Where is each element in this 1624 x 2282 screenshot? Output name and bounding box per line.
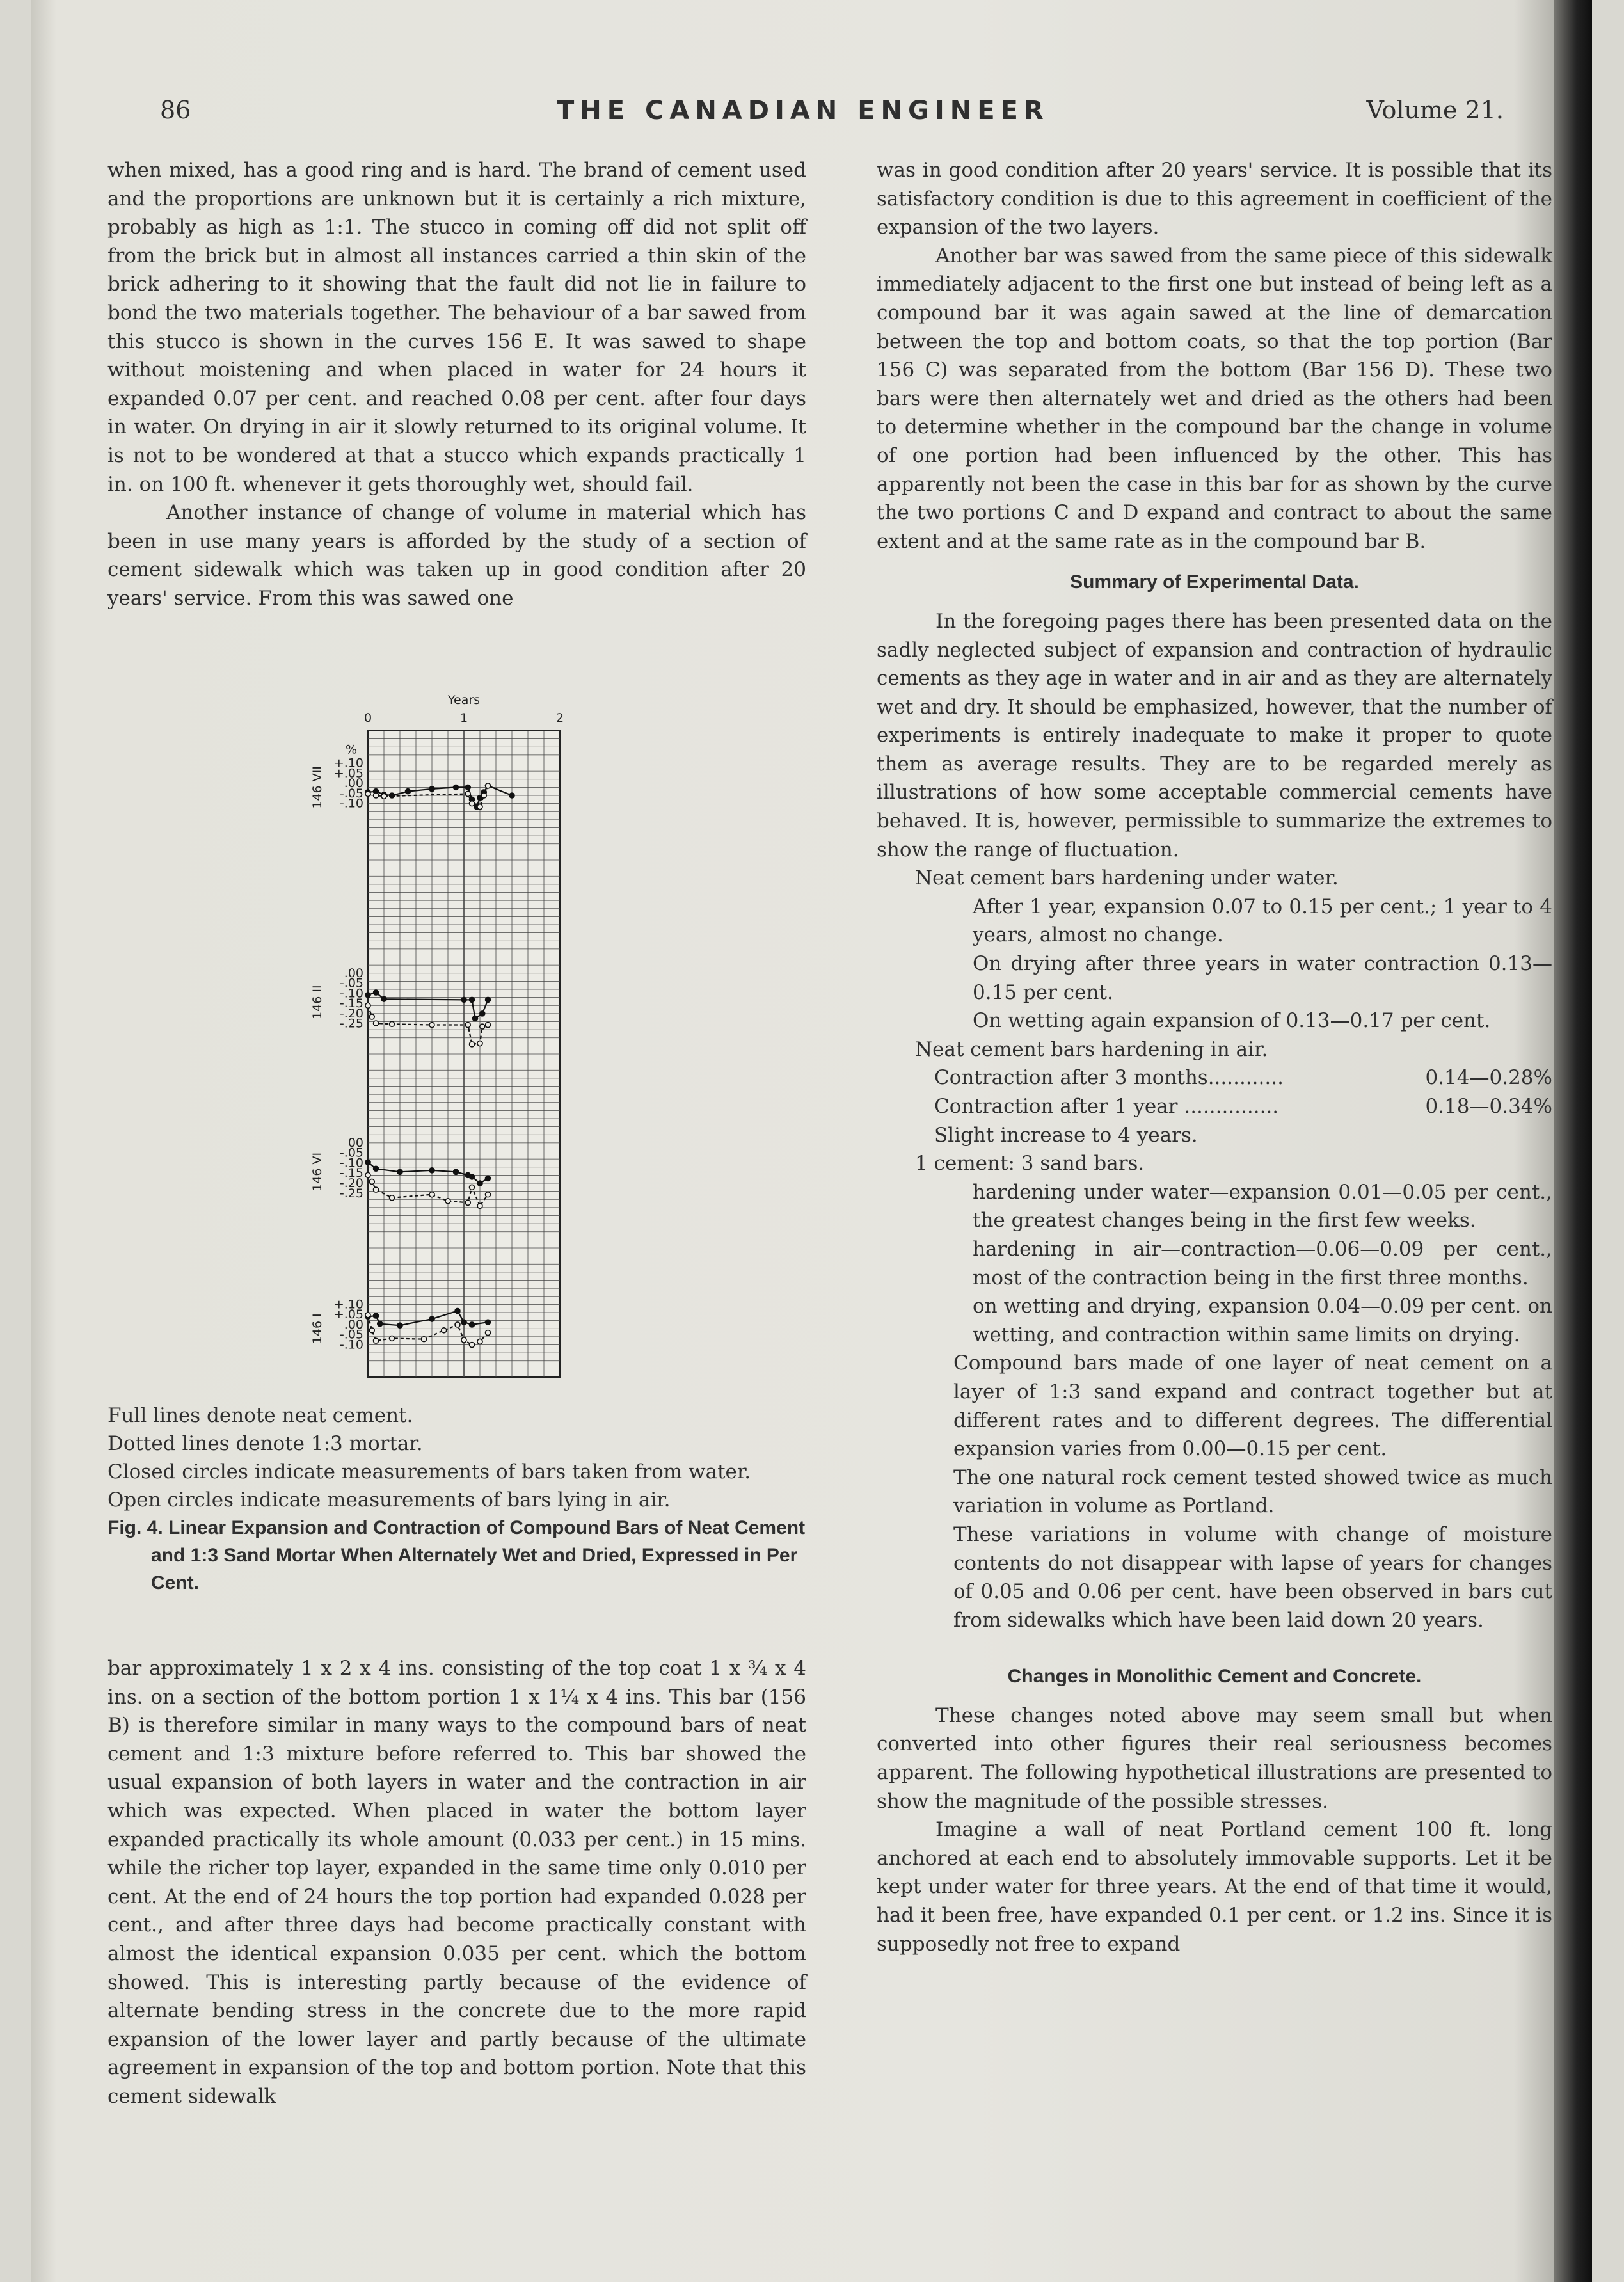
unit-label: % (345, 742, 357, 757)
data-point (374, 793, 379, 798)
data-point (481, 793, 486, 798)
data-point (365, 791, 370, 796)
data-point (422, 1337, 427, 1342)
summary-item: Compound bars made of one layer of neat cement on a layer of 1:3 sand expand and contract together but at different rates and to different degrees. The differential expansion varies from 0.00—0.15 per cent. (953, 1352, 1552, 1461)
data-point (480, 1011, 485, 1016)
book-spine-shadow (1554, 0, 1592, 2282)
y-tick-label: +.05 (333, 1307, 363, 1322)
x-tick-label: 0 (363, 711, 372, 725)
journal-title: THE CANADIAN ENGINEER (557, 96, 1049, 125)
summary-item: These variations in volume with change of moisture contents do not disappear with lapse of years for changes of 0.05 and 0.06 per cent. have been observed in bars cut from sidewalks which have been laid down 20 years. (953, 1522, 1552, 1632)
section-heading: Changes in Monolithic Cement and Concrete. (1007, 1666, 1422, 1688)
y-tick-label: +.10 (333, 1297, 363, 1312)
data-point (486, 1192, 491, 1197)
panel-label: 146 I (310, 1313, 324, 1344)
y-tick-label: -.20 (339, 1176, 363, 1190)
paragraph: These changes noted above may seem small but when converted into other figures their real seriousness becomes apparent. The following hypothetical illustrations are presented to show the magnitude of the possible stresses. (877, 1704, 1552, 1813)
summary-row (877, 1092, 1552, 1121)
data-point (390, 1195, 395, 1201)
data-point (461, 997, 466, 1002)
summary-item: On drying after three years in water contraction 0.13—0.15 per cent. (973, 952, 1552, 1004)
data-point (365, 1003, 370, 1008)
summary-item: on wetting and drying, expansion 0.04—0.09 per cent. on wetting, and contraction within same limits on drying. (973, 1295, 1552, 1346)
panel-label: 146 VII (310, 766, 324, 809)
data-point (470, 1343, 475, 1348)
data-point (429, 786, 434, 792)
data-point (461, 1337, 466, 1343)
left-column-bottom (107, 1654, 806, 2111)
data-point (390, 1021, 395, 1026)
data-point (465, 1200, 470, 1205)
y-tick-label: +.10 (333, 756, 363, 770)
y-tick-label: -.10 (339, 1156, 363, 1170)
figure-4-svg (282, 692, 640, 1396)
figure-caption (107, 1401, 806, 1597)
data-point (470, 1174, 475, 1179)
volume-label: Volume 21. (1366, 96, 1504, 124)
right-column (877, 156, 1552, 1958)
y-tick-label: -.25 (339, 1186, 363, 1201)
y-tick-label: -.05 (339, 1327, 363, 1342)
summary-item: hardening in air—contraction—0.06—0.09 per cent., most of the contraction being in the first three months. (973, 1237, 1552, 1289)
legend-note: Closed circles indicate measurements of bars taken from water. (107, 1460, 751, 1483)
y-tick-label: +.05 (333, 766, 363, 781)
data-point (365, 1160, 370, 1165)
data-point (470, 1322, 475, 1327)
data-point (369, 1014, 374, 1019)
summary-item: On wetting again expansion of 0.13—0.17 per cent. (973, 1009, 1491, 1033)
data-point (365, 993, 370, 998)
data-point (470, 997, 475, 1002)
data-point (465, 791, 470, 796)
y-tick-label: .00 (344, 966, 363, 980)
data-point (445, 1199, 450, 1204)
page-number: 86 (160, 96, 191, 124)
data-point (454, 1169, 459, 1174)
data-point (374, 990, 379, 995)
summary-item: 1 cement: 3 sand bars. (915, 1152, 1145, 1176)
summary-item: The one natural rock cement tested showed twice as much variation in volume as Portland. (953, 1465, 1552, 1518)
figure-4-chart (282, 692, 640, 1396)
y-tick-label: -.10 (339, 986, 363, 1001)
data-point (397, 1169, 402, 1174)
data-point (486, 1023, 491, 1028)
data-point (406, 789, 411, 794)
paragraph: bar approximately 1 x 2 x 4 ins. consisting of the top coat 1 x ¾ x 4 ins. on a section of the bottom portion 1 x 1¼ x 4 ins. This bar (156 B) is therefore similar in many ways to the compound bars of neat cement and 1:3 mixture before referred to. This bar showed the usual expansion of both layers in water and the contraction in air which was expected. When placed in water the bottom layer expanded practically its whole amount (0.033 per cent.) in 15 mins. while the richer top layer, expanded in the same time only 0.010 per cent. At the end of 24 hours the top portion had expanded 0.028 per cent., and after three days had become practically constant with almost the identical expansion 0.035 per cent. which the bottom showed. This is interesting partly because of the evidence of alternate bending stress in the concrete due to the more rapid expansion of the lower layer and partly because of the ultimate agreement in expansion of the top and bottom portion. Note that this cement sidewalk (107, 1657, 806, 2108)
panel-label: 146 VI (310, 1152, 324, 1192)
y-tick-label: -.15 (339, 996, 363, 1011)
running-header (160, 96, 1504, 134)
y-tick-label: .00 (344, 1317, 363, 1332)
data-point (486, 1320, 491, 1325)
data-point (477, 1339, 482, 1344)
data-point (442, 1328, 447, 1333)
data-point (461, 1320, 466, 1325)
data-point (455, 1322, 460, 1327)
data-point (486, 783, 491, 788)
y-tick-label: -.05 (339, 1145, 363, 1160)
data-point (374, 1187, 379, 1192)
summary-value: 0.18—0.34% (1425, 1095, 1552, 1118)
axis-title: Years (447, 693, 481, 707)
data-point (509, 793, 514, 798)
x-tick-label: 2 (555, 711, 564, 725)
x-tick-label: 1 (459, 711, 468, 725)
data-point (374, 1338, 379, 1343)
data-point (465, 1023, 470, 1028)
data-point (454, 785, 459, 790)
summary-value: 0.14—0.28% (1425, 1066, 1552, 1090)
panel-label: 146 II (310, 985, 324, 1019)
summary-label: Contraction after 3 months............ (934, 1066, 1284, 1090)
y-tick-label: -.25 (339, 1016, 363, 1031)
paragraph: In the foregoing pages there has been presented data on the sadly neglected subject of expansion and contraction of hydraulic cements as they age in water and in air and as they are alternately wet and dry. It should be emphasized, however, that the number of experiments is entirely inadequate to make it proper to quote them as average results. They are to be regarded merely as illustrations of how some acceptable commercial cements have behaved. It is, however, permissible to summarize the extremes to show the range of fluctuation. (877, 609, 1552, 861)
data-point (470, 1042, 475, 1047)
y-tick-label: -.10 (339, 796, 363, 811)
data-point (429, 1023, 434, 1028)
data-point (455, 1308, 460, 1313)
data-point (486, 997, 491, 1002)
summary-label: Contraction after 1 year ............... (934, 1095, 1279, 1118)
data-point (470, 1185, 475, 1190)
y-tick-label: -.05 (339, 976, 363, 991)
paragraph: was in good condition after 20 years' service. It is possible that its satisfactory condition is due to this agreement in coefficient of the expansion of the two layers. (877, 159, 1552, 239)
data-point (369, 1179, 374, 1184)
legend-note: Dotted lines denote 1:3 mortar. (107, 1432, 423, 1455)
data-point (374, 1021, 379, 1026)
y-tick-label: 00 (347, 1135, 363, 1150)
summary-item: hardening under water—expansion 0.01—0.05 per cent., the greatest changes being in the first few weeks. (973, 1180, 1552, 1233)
summary-row (877, 1064, 1552, 1092)
summary-item: After 1 year, expansion 0.07 to 0.15 per cent.; 1 year to 4 years, almost no change. (973, 895, 1552, 947)
paragraph: Another bar was sawed from the same piece of this sidewalk immediately adjacent to the first one but instead of being left as a compound bar it was again sawed at the line of demarcation between the top and bottom coats, so that the top portion (Bar 156 C) was separated from the bottom (Bar 156 D). These two bars were then alternately wet and dried as the others had been to determine whether in the compound bar the change in volume of one portion had been influenced by the other. This has apparently not been the case in this bar for as shown by the curve the two portions C and D expand and contract to about the same extent and at the same rate as in the compound bar B. (877, 244, 1552, 553)
data-point (381, 996, 386, 1001)
data-point (429, 1168, 434, 1173)
data-point (397, 1323, 402, 1328)
y-tick-label: -.10 (339, 1337, 363, 1352)
figure-label: Fig. 4. Linear Expansion and Contraction of Compound Bars of Neat Cement and 1:3 Sand Mortar When Alternately Wet and Dried, Expressed in Per Cent. (107, 1517, 806, 1593)
summary-item: Neat cement bars hardening under water. (915, 866, 1339, 890)
data-point (381, 794, 386, 799)
section-heading: Summary of Experimental Data. (1070, 571, 1359, 593)
data-point (374, 1166, 379, 1171)
legend-note: Open circles indicate measurements of bars lying in air. (107, 1488, 671, 1512)
data-point (480, 1024, 485, 1029)
data-point (369, 1328, 374, 1333)
summary-item: Neat cement bars hardening in air. (915, 1037, 1268, 1061)
data-point (477, 804, 482, 810)
legend-note: Full lines denote neat cement. (107, 1404, 413, 1427)
data-point (473, 1016, 478, 1021)
data-point (470, 801, 475, 806)
data-point (477, 1181, 482, 1186)
data-point (429, 1192, 434, 1197)
left-column-top (107, 156, 806, 613)
data-point (486, 1330, 491, 1336)
paragraph: Imagine a wall of neat Portland cement 100 ft. long anchored at each end to absolutely immovable supports. Let it be kept under water for three years. At the end of that time it would, had it been free, have expanded 0.1 per cent. or 1.2 ins. Since it is supposedly not free to expand (877, 1818, 1552, 1956)
y-tick-label: -.15 (339, 1166, 363, 1181)
data-point (465, 785, 470, 790)
data-point (378, 1321, 383, 1327)
data-point (486, 1176, 491, 1181)
data-point (390, 1336, 395, 1341)
summary-item: Slight increase to 4 years. (934, 1123, 1198, 1147)
data-point (365, 1313, 370, 1318)
data-point (429, 1316, 434, 1321)
y-tick-label: .00 (344, 776, 363, 791)
data-point (365, 1172, 370, 1177)
y-tick-label: -.20 (339, 1006, 363, 1021)
data-point (477, 1203, 482, 1208)
data-point (477, 1041, 482, 1046)
paragraph: Another instance of change of volume in material which has been in use many years is afforded by the study of a section of cement sidewalk which was taken up in good condition after 20 years' service. From this was sawed one (107, 501, 806, 610)
data-point (374, 1313, 379, 1318)
paragraph: when mixed, has a good ring and is hard. The brand of cement used and the proportions are unknown but it is certainly a rich mixture, probably as high as 1:1. The stucco in coming off did not split off from the brick but in almost all instances carried a thin skin of the brick adhering to it showing that the fault did not lie in failure to bond the two materials together. The behaviour of a bar sawed from this stucco is shown in the curves 156 E. It was sawed to shape without moistening and when placed in water for 24 hours it expanded 0.07 per cent. and reached 0.08 per cent. after four days in water. On drying in air it slowly returned to its original volume. It is not to be wondered at that a stucco which expands practically 1 in. on 100 ft. whenever it gets thoroughly wet, should fail. (107, 159, 806, 496)
y-tick-label: -.05 (339, 786, 363, 801)
